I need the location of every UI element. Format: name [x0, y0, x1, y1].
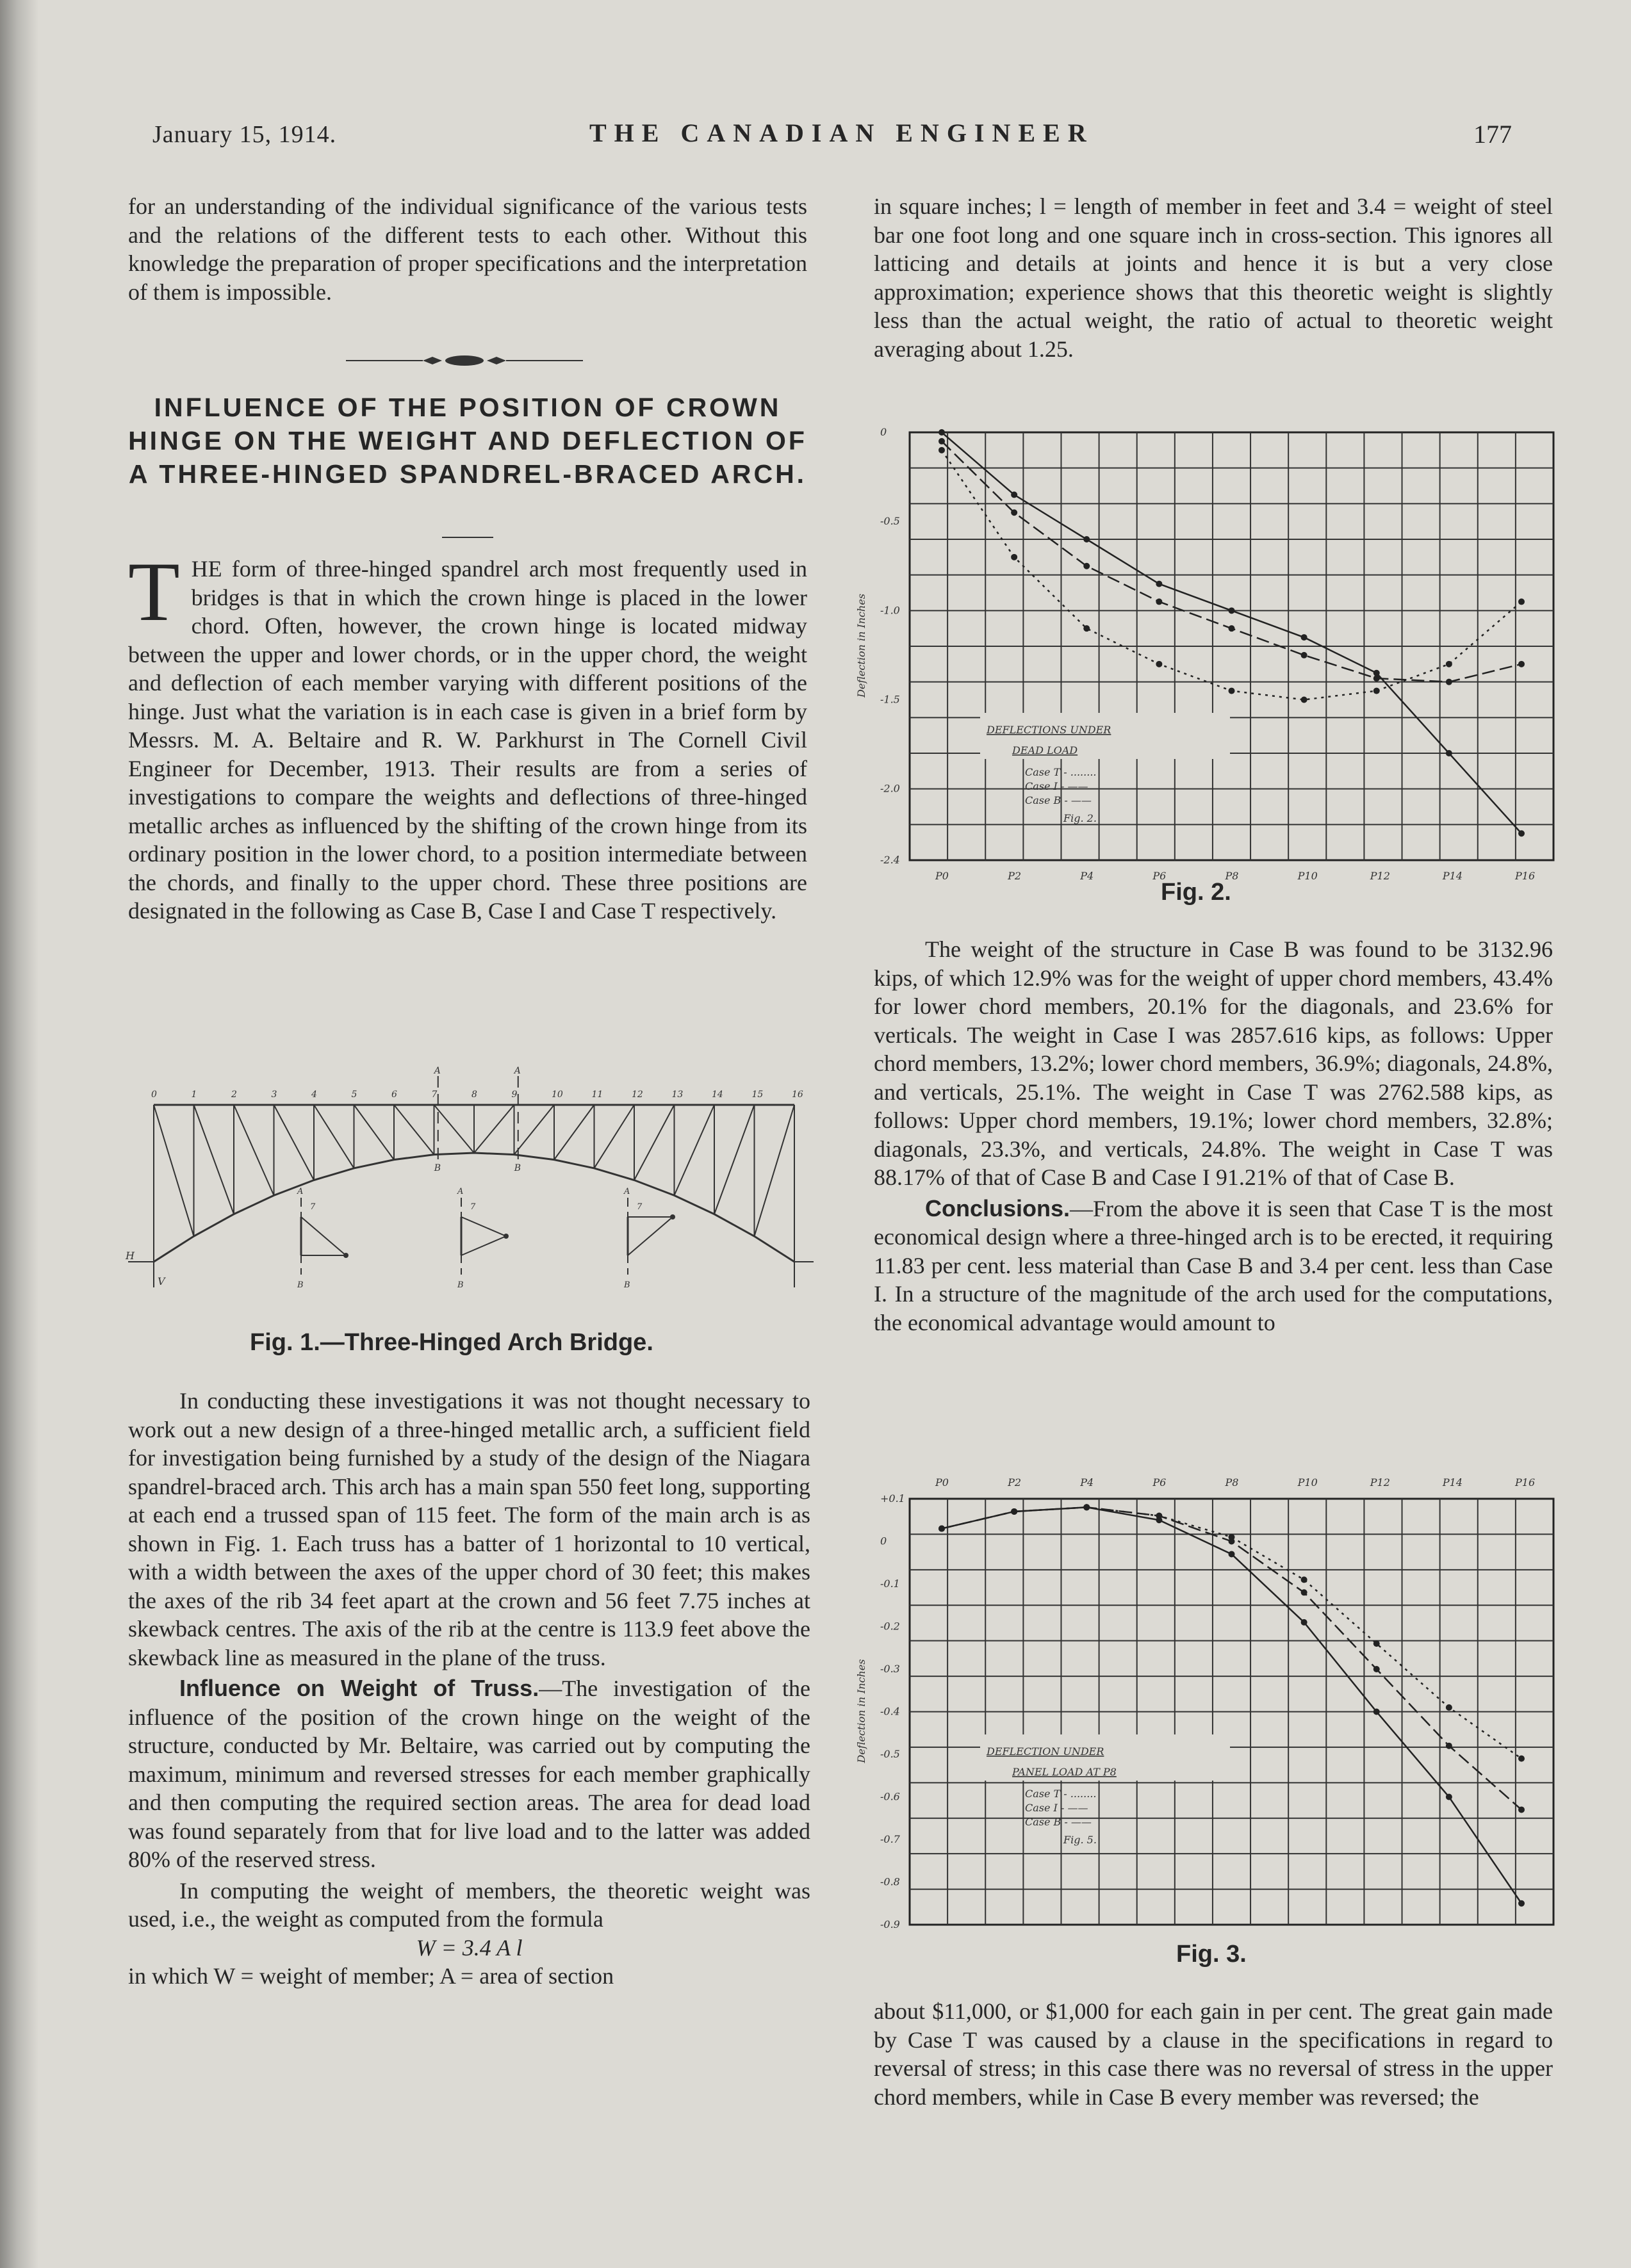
series-point	[1518, 1806, 1525, 1813]
diagonal-member	[714, 1105, 755, 1214]
header-title: THE CANADIAN ENGINEER	[589, 118, 1094, 147]
series-point	[1518, 661, 1525, 667]
detail-label-7: 7	[310, 1202, 316, 1212]
page-edge-shadow	[0, 0, 38, 2268]
section-label-b: B	[434, 1163, 441, 1173]
series-point	[1301, 1589, 1307, 1595]
fig2-caption: Fig. 2.	[1161, 879, 1231, 906]
x-tick-label: P12	[1370, 870, 1390, 882]
x-tick-label: P8	[1225, 870, 1239, 882]
right-body-3	[874, 1997, 1553, 2111]
diagonal-member	[594, 1105, 635, 1168]
section-label-b: B	[514, 1163, 521, 1173]
right-body-1	[874, 192, 1553, 363]
diagonal-member	[554, 1105, 594, 1160]
right-body-2	[874, 935, 1553, 1337]
legend-entry: Case B - ——	[1025, 794, 1092, 806]
series-point	[1011, 1508, 1017, 1515]
panel-label: 8	[471, 1089, 477, 1100]
y-tick-label: -0.8	[880, 1875, 900, 1888]
series-point	[1301, 634, 1307, 640]
diagonal-member	[675, 1105, 715, 1195]
panel-label: 13	[671, 1089, 684, 1100]
paragraph-economy: about $11,000, or $1,000 for each gain in per cent. The great gain made by Case T was caused by a clause in the specifications in regard to reversal of stress; in this case there was no reversal of stress in the upper chord members, while in Case B every member was reversed; the	[874, 1998, 1553, 2110]
detail-label-7: 7	[637, 1202, 643, 1212]
panel-label: 1	[191, 1089, 197, 1100]
series-point	[1011, 491, 1017, 498]
detail-diagonal-top	[301, 1217, 346, 1255]
legend-title-line: DEFLECTION UNDER	[987, 1745, 1104, 1758]
legend-entry: Case T - ........	[1025, 766, 1097, 778]
fig3-panel-load-deflection-chart	[855, 1467, 1570, 1941]
panel-label: 15	[751, 1089, 764, 1100]
series-point	[1083, 1504, 1090, 1510]
panel-label: 7	[431, 1089, 438, 1100]
x-tick-label: P0	[935, 870, 949, 882]
series-point	[1229, 688, 1235, 694]
x-tick-label: P4	[1080, 1476, 1094, 1489]
hinge-detail-sketch	[623, 1187, 675, 1290]
series-point	[1301, 652, 1307, 658]
x-tick-label: P12	[1370, 1476, 1390, 1489]
series-point	[1156, 661, 1162, 667]
left-intro	[128, 192, 807, 306]
series-point	[1373, 1640, 1380, 1647]
y-tick-label: 0	[880, 1535, 887, 1547]
series-point	[1156, 1517, 1162, 1523]
page-header	[0, 114, 1631, 159]
hinge-detail-sketch	[457, 1187, 509, 1290]
series-point	[1518, 598, 1525, 605]
legend-entry: Case B - ——	[1025, 1816, 1092, 1828]
detail-label-a: A	[297, 1187, 304, 1196]
diagonal-member	[755, 1105, 795, 1236]
diagonal-member	[634, 1105, 675, 1180]
legend-title-line: DEFLECTIONS UNDER	[987, 724, 1111, 736]
panel-label: 10	[552, 1089, 563, 1100]
fig1-caption: Fig. 1.—Three-Hinged Arch Bridge.	[250, 1329, 653, 1356]
panel-label: 3	[271, 1089, 277, 1100]
panel-label: 16	[792, 1089, 803, 1100]
y-axis-title: Deflection in Inches	[855, 1659, 867, 1763]
panel-label: 11	[591, 1089, 603, 1100]
detail-hinge-pin	[504, 1234, 509, 1239]
panel-label: 14	[712, 1089, 723, 1100]
legend-entry: Case I - ——	[1025, 780, 1088, 792]
y-tick-label: -0.6	[880, 1790, 900, 1803]
series-point	[1518, 830, 1525, 836]
legend-title-line: PANEL LOAD AT P8	[1012, 1766, 1117, 1778]
y-tick-label: -0.4	[880, 1705, 900, 1718]
x-tick-label: P2	[1008, 1476, 1022, 1489]
series-line-case-b	[942, 1507, 1521, 1903]
legend-title-line: DEAD LOAD	[1012, 744, 1078, 756]
hinge-detail-sketch	[297, 1187, 348, 1290]
paragraph-weights: The weight of the structure in Case B was found to be 3132.96 kips, of which 12.9% was for the weight of upper chord members, 43.4% for lower chord members, 20.1% for the diagonals, and 23.6% for verticals. The weight in Case I was 2857.616 kips, as follows: Upper chord members, 13.2%; lower chord members, 36.9%; diagonals, 24.8%, and verticals, 25.1%. The weight in Case T was 2762.588 kips, as follows: Upper chord members, 19.1%; lower chord members, 32.8%; diagonals, 23.3%, and verticals, 24.8%. The weight in Case T was 88.17% of that of Case B and Case I 91.21% of that of Case B.	[874, 936, 1553, 1190]
headline-rule	[442, 537, 493, 538]
legend-fig-label: Fig. 5.	[1063, 1834, 1097, 1846]
diagonal-member	[514, 1105, 555, 1155]
panel-label: 0	[151, 1089, 157, 1100]
fig1-arch-bridge-drawing	[128, 1063, 820, 1307]
paragraph-formula-definition: in which W = weight of member; A = area of section	[128, 1963, 614, 1989]
paragraph-square-inches: in square inches; l = length of member in feet and 3.4 = weight of steel bar one foot long and one square inch in cross-section. This ignores all latticing and details at joints and hence it is but a very close approximation; experience shows that this theoretic weight is slightly less than the actual weight, the ratio of actual to theoretic weight averaging about 1.25.	[874, 193, 1553, 362]
paragraph-computing-weight: In computing the weight of members, the theoretic weight was used, i.e., the weight as computed from the formula	[128, 1877, 810, 1932]
x-tick-label: P16	[1515, 1476, 1536, 1489]
x-tick-label: P10	[1297, 870, 1318, 882]
series-point	[938, 429, 945, 436]
series-point	[1518, 1900, 1525, 1907]
series-point	[1373, 670, 1380, 676]
y-tick-label: 0	[880, 426, 887, 438]
intro-paragraph: for an understanding of the individual significance of the various tests and the relations of the different tests to each other. Without this knowledge the preparation of proper specifications and the interpretation of them is impossible.	[128, 193, 807, 305]
detail-hinge-pin	[343, 1253, 348, 1258]
x-tick-label: P2	[1008, 870, 1022, 882]
y-tick-label: -0.1	[880, 1578, 900, 1590]
series-point	[1446, 1704, 1452, 1711]
detail-label-a: A	[624, 1187, 630, 1196]
subhead-influence-weight: Influence on Weight of Truss.	[179, 1675, 539, 1701]
x-tick-label: P14	[1442, 1476, 1463, 1489]
detail-diagonal-top	[461, 1217, 506, 1236]
left-body-2	[128, 1387, 810, 1991]
diagonal-member	[394, 1105, 434, 1155]
panel-label: 6	[391, 1089, 397, 1100]
series-point	[1229, 1551, 1235, 1557]
x-tick-label: P10	[1297, 1476, 1318, 1489]
x-tick-label: P0	[935, 1476, 949, 1489]
y-tick-label: -1.5	[880, 693, 900, 706]
panel-label: 4	[311, 1089, 317, 1100]
series-point	[1083, 536, 1090, 543]
y-axis-title: Deflection in Inches	[855, 593, 867, 698]
series-line-case-t	[942, 1507, 1521, 1758]
detail-diagonal-bottom	[461, 1236, 506, 1255]
series-point	[1373, 1666, 1380, 1672]
y-tick-label: -0.3	[880, 1663, 900, 1675]
series-point	[1446, 1794, 1452, 1800]
diagonal-member	[154, 1105, 194, 1236]
series-point	[1083, 625, 1090, 632]
detail-label-7: 7	[470, 1202, 476, 1212]
x-tick-label: P4	[1080, 870, 1094, 882]
diagonal-member	[194, 1105, 234, 1214]
series-point	[1373, 688, 1380, 694]
y-tick-label: -1.0	[880, 604, 900, 617]
diagonal-member	[354, 1105, 395, 1160]
detail-diagonal-bottom	[628, 1217, 673, 1255]
y-tick-label: -2.0	[880, 782, 900, 795]
reaction-h-label: H	[126, 1250, 135, 1262]
panel-label: 5	[351, 1089, 357, 1100]
series-point	[1229, 607, 1235, 614]
diagonal-member	[314, 1105, 354, 1168]
y-tick-label: -0.5	[880, 1748, 900, 1760]
series-point	[938, 447, 945, 453]
diagonal-member	[434, 1105, 475, 1153]
series-point	[1011, 554, 1017, 560]
detail-label-a: A	[457, 1187, 464, 1196]
diagonal-member	[234, 1105, 274, 1195]
series-point	[1301, 1619, 1307, 1626]
diagonal-member	[474, 1105, 514, 1153]
left-body-1	[128, 544, 807, 926]
fig2-dead-load-deflection-chart	[855, 420, 1570, 882]
x-tick-label: P14	[1442, 870, 1463, 882]
series-point	[1229, 1538, 1235, 1545]
section-label-a: A	[434, 1066, 441, 1076]
detail-label-b: B	[457, 1280, 464, 1290]
x-tick-label: P6	[1152, 1476, 1167, 1489]
x-tick-label: P8	[1225, 1476, 1239, 1489]
subhead-conclusions: Conclusions.	[925, 1195, 1070, 1221]
series-point	[1083, 563, 1090, 569]
detail-hinge-pin	[670, 1214, 675, 1220]
paragraph-investigation: In conducting these investigations it was not thought necessary to work out a new design of a three-hinged metallic arch, a sufficient field for investigation being furnished by a study of the design of the Niagara spandrel-braced arch. This arch has a main span 550 feet long, supporting at each end a trussed span of 115 feet. The form of the main arch is as shown in Fig. 1. Each truss has a batter of 1 horizontal to 10 vertical, with a width between the axes of the upper chord of 30 feet; this makes the axes of the rib 34 feet apart at the crown and 56 feet 7.75 inches at skewback centres. The axis of the rib at the centre is 113.9 feet above the skewback line as measured in the plane of the truss.	[128, 1388, 810, 1670]
legend-fig-label: Fig. 2.	[1063, 812, 1097, 824]
fig3-caption: Fig. 3.	[1176, 1941, 1247, 1968]
x-tick-label: P16	[1515, 870, 1536, 882]
y-tick-label: -0.7	[880, 1833, 900, 1845]
series-point	[938, 438, 945, 445]
y-tick-label: -0.9	[880, 1918, 900, 1930]
page-number: 177	[1473, 120, 1512, 149]
paragraph-intro-arch: HE form of three-hinged spandrel arch most frequently used in bridges is that in which the crown hinge is placed in the lower chord. Often, however, the crown hinge is located midway between the upper and lower chords, or in the upper chord, the weight and deflection of each member varying with different positions of the hinge. Just what the variation is in each case is given in a brief form by Messrs. M. A. Beltaire and R. W. Parkhurst in The Cornell Civil Engineer for December, 1913. Their results are from a series of investigations to compare the weights and deflections of three-hinged metallic arches as influenced by the shifting of the crown hinge from its ordinary position in the lower chord, to a position intermediate between the chords, and finally to the upper chord. These three positions are designated in the following as Case B, Case I and Case T respectively.	[128, 556, 807, 924]
y-tick-label: -0.2	[880, 1620, 900, 1633]
series-point	[1446, 750, 1452, 756]
series-point	[1373, 1709, 1380, 1715]
detail-label-b: B	[624, 1280, 630, 1290]
series-point	[1229, 625, 1235, 632]
paragraph-influence-weight: —The investigation of the influence of the position of the crown hinge on the weight of the structure, conducted by Mr. Beltaire, was carried out by computing the maximum, minimum and reversed stresses for each member graphically and then computing the required section areas. The area for dead load was found separately from that for live load and to the latter was added 80% of the reserved stress.	[128, 1676, 810, 1872]
formula: W = 3.4 A l	[416, 1934, 523, 1961]
header-date: January 15, 1914.	[152, 121, 337, 148]
x-tick-label: P6	[1152, 870, 1167, 882]
y-tick-label: -2.4	[880, 854, 900, 866]
series-point	[1518, 1756, 1525, 1762]
series-point	[1301, 1576, 1307, 1583]
series-point	[1301, 697, 1307, 703]
section-label-a: A	[514, 1066, 521, 1076]
section-divider-ornament	[346, 351, 583, 370]
series-point	[1156, 581, 1162, 587]
paragraph-conclusions: —From the above it is seen that Case T is the most economical design where a three-hinged arch is to be erected, it requiring 11.83 per cent. less material than Case B and 3.4 per cent. less than Case I. In a structure of the magnitude of the arch used for the computations, the economical advantage would amount to	[874, 1195, 1553, 1335]
panel-label: 9	[511, 1089, 518, 1100]
legend-entry: Case I - ——	[1025, 1802, 1088, 1814]
series-point	[1446, 1743, 1452, 1749]
y-tick-label: -0.5	[880, 515, 900, 528]
legend-entry: Case T - ........	[1025, 1788, 1097, 1800]
panel-label: 2	[231, 1089, 237, 1100]
diagonal-member	[274, 1105, 315, 1180]
article-headline: INFLUENCE OF THE POSITION OF CROWN HINGE ON THE WEIGHT AND DEFLECTION OF A THREE-HINGED SPANDREL-BRACED ARCH.	[128, 393, 807, 489]
detail-label-b: B	[297, 1280, 304, 1290]
series-point	[1446, 661, 1452, 667]
panel-label: 12	[632, 1089, 643, 1100]
series-point	[938, 1526, 945, 1532]
drop-cap: T	[128, 544, 180, 639]
series-point	[1011, 509, 1017, 516]
series-point	[1156, 598, 1162, 605]
series-point	[1446, 679, 1452, 685]
reaction-v-label: V	[158, 1275, 165, 1287]
y-tick-label: +0.1	[880, 1492, 905, 1505]
